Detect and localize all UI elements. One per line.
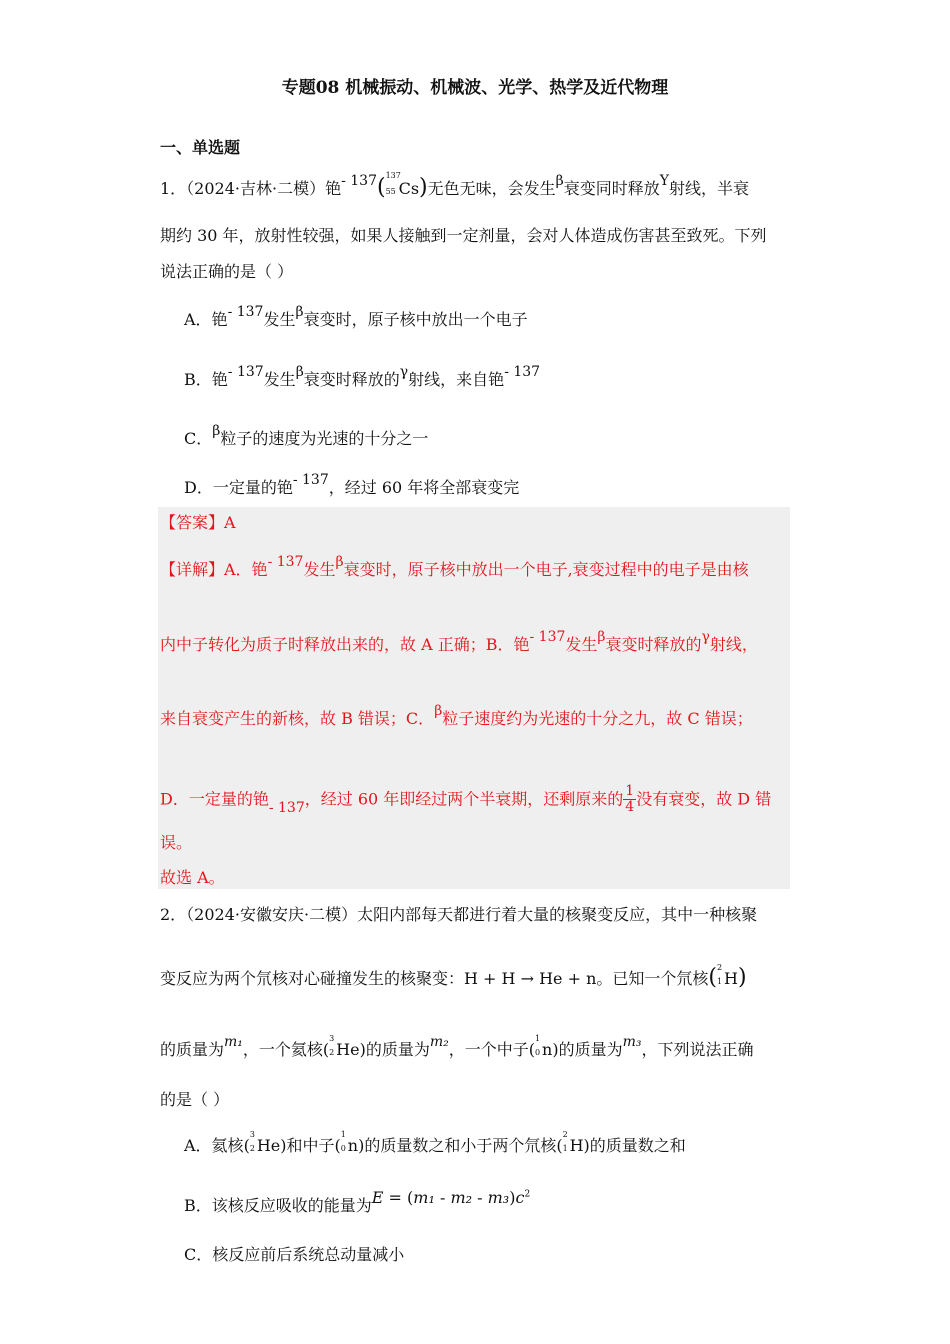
detail-line4: D．一定量的铯- 137，经过 60 年即经过两个半衰期，还剩原来的 $\frac{1}{4}$ 没有衰变，故 D 错 [160,783,772,817]
beta-symbol: β [295,364,304,380]
beta-symbol: β [597,629,606,645]
detail-line2: 内中子转化为质子时释放出来的，故 A 正确；B．铯- 137发生β衰变时释放的γ射线， [160,629,758,654]
q2-option-a: A．氦核( 3 2 He)和中子( 1 0 n)的质量数之和小于两个氘核( 2 1 H)的质量数之和 [184,1130,686,1155]
q1-option-b: B．铯- 137发生β衰变时释放的γ射线，来自铯- 137 [184,364,541,389]
cs137-nuclide: 137 55 Cs [385,171,420,198]
q1-line2: 期约 30 年，放射性较强，如果人接触到一定剂量，会对人体造成伤害甚至致死。下列 [160,226,767,245]
q1-option-d: D．一定量的铯- 137，经过 60 年将全部衰变完 [184,472,520,497]
neutron-nuclide: 1 0 n [535,1034,553,1059]
detail-line3: 来自衰变产生的新核，故 B 错误；C．β粒子速度约为光速的十分之九，故 C 错误； [160,703,753,728]
q1-option-a: A．铯- 137发生β衰变时，原子核中放出一个电子 [184,304,528,329]
q1-cs-paren: ( [376,175,386,200]
detail-line1: 【详解】A．铯- 137发生β衰变时，原子核中放出一个电子,衰变过程中的电子是由核 [160,554,749,579]
beta-symbol: β [212,423,221,439]
beta-symbol: β [555,173,564,189]
q1-option-c: C．β粒子的速度为光速的十分之一 [184,423,429,448]
q2-option-b: B．该核反应吸收的能量为$E = (m_1 - m_2 - m_3)c^2$ [184,1188,531,1215]
helium3-nuclide: 3 2 He [329,1034,360,1059]
detail-line5: 误。 [160,833,193,852]
gamma-symbol: γ [701,629,710,645]
deuterium-nuclide: 2 1 H [717,963,738,988]
q2-option-c: C．核反应前后系统总动量减小 [184,1245,405,1264]
beta-symbol: β [434,703,443,719]
q1-mass-number: - 137 [341,173,377,189]
q2-line2: 变反应为两个氘核对心碰撞发生的核聚变：H + H → He + n。已知一个氘核( 2 1 H) [160,963,747,990]
fraction-one-quarter: $\frac{1}{4}$ [625,783,635,816]
q2-line3: 的质量为m₁，一个氦核( 3 2 He)的质量为m₂，一个中子( 1 0 n)的质量为m₃，下列说法正确 [160,1034,754,1059]
page-title: 专题08 机械振动、机械波、光学、热学及近代物理 [281,78,669,98]
q2-line4: 的是（ ） [160,1090,230,1109]
gamma-symbol: Y [659,173,669,189]
answer-label: 【答案】A [160,513,236,532]
q1-line3: 说法正确的是（ ） [160,262,294,281]
gamma-symbol: γ [399,364,409,380]
energy-formula: $E = (m_1 - m_2 - m_3)c^2$ [371,1188,531,1207]
q2-line1: 2．（2024·安徽安庆·二模）太阳内部每天都进行着大量的核聚变反应，其中一种核聚 [160,905,758,924]
fusion-equation: H + H → He + n [464,969,597,988]
beta-symbol: β [295,304,304,320]
beta-symbol: β [335,554,344,570]
section-heading: 一、单选题 [160,138,241,157]
q1-line1: 1．（2024·吉林·二模）铯- 137( 137 55 Cs)无色无味，会发生β衰变同时释放Y射线，半衰 [160,171,750,200]
detail-line6: 故选 A。 [160,868,225,887]
